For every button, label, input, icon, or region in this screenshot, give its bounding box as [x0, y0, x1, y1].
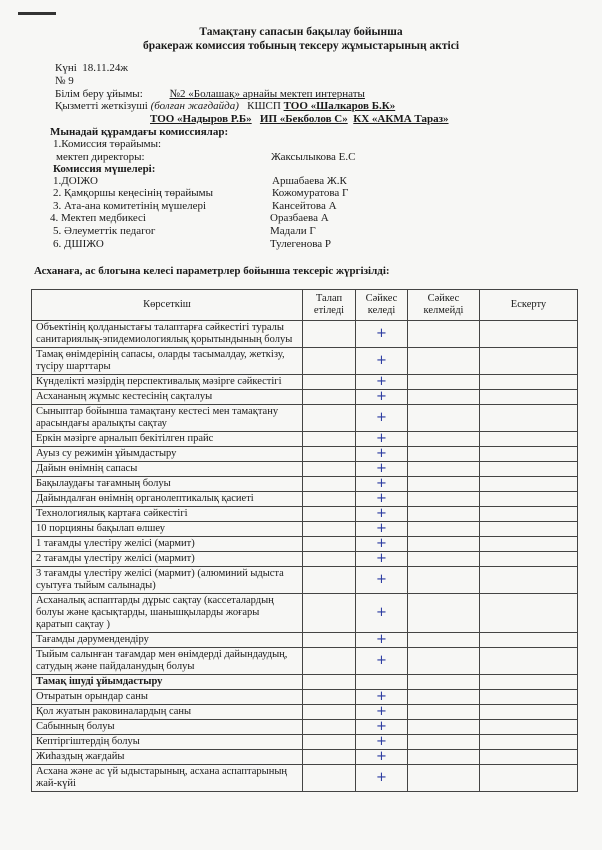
header-required: Талап етіледі [303, 290, 356, 321]
compliant-cell [356, 477, 408, 492]
compliant-cell [356, 735, 408, 750]
member-name: Мадали Г [270, 225, 316, 237]
noncompliant-cell [408, 705, 480, 720]
required-cell [303, 390, 356, 405]
compliant-cell [356, 705, 408, 720]
required-cell [303, 321, 356, 348]
table-row [32, 447, 578, 462]
check-mark: + [376, 506, 387, 521]
indicator-cell: Кептіргіштердің болуы [32, 735, 303, 750]
required-cell [303, 765, 356, 792]
indicator-cell: Отыратын орындар саны [32, 690, 303, 705]
date-label: Күні [55, 62, 77, 74]
required-cell [303, 432, 356, 447]
table-header-row [32, 290, 578, 321]
note-cell [480, 633, 578, 648]
check-mark: + [376, 749, 387, 764]
noncompliant-cell [408, 690, 480, 705]
supplier-line2 [150, 113, 449, 125]
table-row [32, 432, 578, 447]
required-cell [303, 375, 356, 390]
table-row [32, 507, 578, 522]
required-cell [303, 537, 356, 552]
noncompliant-cell [408, 447, 480, 462]
check-mark: + [376, 326, 387, 341]
noncompliant-cell [408, 735, 480, 750]
member-name: Кожомуратова Г [272, 187, 349, 199]
noncompliant-cell [408, 720, 480, 735]
note-cell [480, 648, 578, 675]
noncompliant-cell [408, 648, 480, 675]
chair-heading: 1.Комиссия төрайымы: [53, 138, 162, 150]
check-mark: + [376, 734, 387, 749]
indicator-cell: Күнделікті мәзірдің перспективалық мәзірге сәйкестігі [32, 375, 303, 390]
member-role: 1.ДОІЖО [53, 175, 98, 187]
table-row [32, 720, 578, 735]
check-mark: + [376, 572, 387, 587]
org-value: №2 «Болашақ» арнайы мектеп интернаты [169, 88, 365, 100]
note-cell [480, 720, 578, 735]
compliant-cell [356, 405, 408, 432]
indicator-cell: Технологиялық картаға сәйкестігі [32, 507, 303, 522]
note-cell [480, 447, 578, 462]
required-cell [303, 462, 356, 477]
note-cell [480, 537, 578, 552]
note-cell [480, 507, 578, 522]
check-mark: + [376, 605, 387, 620]
compliant-cell [356, 648, 408, 675]
indicator-cell: Тыйым салынған тағамдар мен өнімдерді дайындаудың, сатудың және пайдаланудың болуы [32, 648, 303, 675]
table-row [32, 765, 578, 792]
noncompliant-cell [408, 552, 480, 567]
note-cell [480, 405, 578, 432]
required-cell [303, 405, 356, 432]
indicator-cell: Тамақ өнімдерінің сапасы, оларды тасымалдау, жеткізу, түсіру шарттары [32, 348, 303, 375]
chair-role: мектеп директоры: [56, 151, 145, 163]
table-row [32, 390, 578, 405]
indicator-cell: Еркін мәзірге арналып бекітілген прайс [32, 432, 303, 447]
chair-name: Жаксылыкова Е.С [271, 151, 356, 163]
note-cell [480, 432, 578, 447]
noncompliant-cell [408, 432, 480, 447]
indicator-cell: Сабынның болуы [32, 720, 303, 735]
member-role: 6. ДШІЖО [53, 238, 104, 250]
compliant-cell [356, 552, 408, 567]
required-cell [303, 567, 356, 594]
noncompliant-cell [408, 675, 480, 690]
required-cell [303, 690, 356, 705]
document-title-line2: бракераж комиссия тобының тексеру жұмыстарының актісі [142, 40, 460, 52]
check-mark: + [376, 536, 387, 551]
indicator-cell: 1 тағамды үлестіру желісі (мармит) [32, 537, 303, 552]
required-cell [303, 750, 356, 765]
note-cell [480, 735, 578, 750]
indicator-cell: Асхана және ас үй ыдыстарының, асхана аспаптарының жай-күйі [32, 765, 303, 792]
inspection-intro: Асханаға, ас блогына келесі параметрлер бойынша тексеріс жүргізілді: [34, 265, 390, 277]
compliant-cell [356, 348, 408, 375]
table-row [32, 594, 578, 633]
compliant-cell [356, 375, 408, 390]
date-line [55, 62, 128, 74]
member-role: 3. Ата-ана комитетінің мүшелері [53, 200, 207, 212]
compliant-cell [356, 690, 408, 705]
table-row [32, 648, 578, 675]
compliant-cell [356, 447, 408, 462]
indicator-cell: 3 тағамды үлестіру желісі (мармит) (алюминий ыдыста суытуға тыйым салынады) [32, 567, 303, 594]
member-name: Тулегенова Р [270, 238, 331, 250]
indicator-cell: Асхананың жұмыс кестесінің сақталуы [32, 390, 303, 405]
supplier-note: (болған жағдайда) [150, 100, 239, 112]
noncompliant-cell [408, 390, 480, 405]
indicator-cell: Тамақ ішуді ұйымдастыру [32, 675, 303, 690]
required-cell [303, 522, 356, 537]
section-row [32, 675, 578, 690]
compliant-cell [356, 750, 408, 765]
noncompliant-cell [408, 750, 480, 765]
compliant-cell [356, 390, 408, 405]
compliant-cell [356, 567, 408, 594]
header-compliant: Сәйкес келеді [356, 290, 408, 321]
supplier-4: КХ «АКМА Тараз» [353, 113, 449, 125]
compliant-cell [356, 507, 408, 522]
supplier-1: ТОО «Шалкаров Б.К» [283, 100, 396, 112]
check-mark: + [376, 632, 387, 647]
indicator-cell: Сыныптар бойынша тамақтану кестесі мен тамақтану арасындағы аралықты сақтау [32, 405, 303, 432]
noncompliant-cell [408, 375, 480, 390]
check-mark: + [376, 653, 387, 668]
check-mark: + [376, 521, 387, 536]
table-row [32, 690, 578, 705]
table-row [32, 405, 578, 432]
indicator-cell: Объектінің қолданыстағы талаптарға сәйкестігі туралы санитариялық-эпидемиологиялық қорытындының болуы [32, 321, 303, 348]
indicator-cell: Дайындалған өнімнің органолептикалық қасиеті [32, 492, 303, 507]
note-cell [480, 321, 578, 348]
header-noncompliant: Сәйкес келмейді [408, 290, 480, 321]
required-cell [303, 705, 356, 720]
required-cell [303, 633, 356, 648]
indicator-cell: Дайын өнімнің сапасы [32, 462, 303, 477]
date-value: 18.11.24ж [82, 62, 128, 74]
check-mark: + [376, 476, 387, 491]
required-cell [303, 675, 356, 690]
noncompliant-cell [408, 765, 480, 792]
required-cell [303, 648, 356, 675]
check-mark: + [376, 719, 387, 734]
noncompliant-cell [408, 633, 480, 648]
table-row [32, 633, 578, 648]
required-cell [303, 348, 356, 375]
supplier-prefix: КШСП [247, 100, 281, 112]
supplier-2: ТОО «Надыров Р.Б» [150, 113, 252, 125]
compliant-cell [356, 321, 408, 348]
check-mark: + [376, 770, 387, 785]
act-number: № 9 [55, 75, 74, 87]
indicator-cell: Тағамды дәрумендендіру [32, 633, 303, 648]
note-cell [480, 705, 578, 720]
indicator-cell: 2 тағамды үлестіру желісі (мармит) [32, 552, 303, 567]
indicator-cell: 10 порцияны бақылап өлшеу [32, 522, 303, 537]
required-cell [303, 735, 356, 750]
compliant-cell [356, 675, 408, 690]
note-cell [480, 522, 578, 537]
header-indicator: Көрсеткіш [32, 290, 303, 321]
table-row [32, 552, 578, 567]
noncompliant-cell [408, 522, 480, 537]
note-cell [480, 492, 578, 507]
check-mark: + [376, 374, 387, 389]
compliant-cell [356, 537, 408, 552]
indicator-cell: Жиһаздың жағдайы [32, 750, 303, 765]
check-mark: + [376, 389, 387, 404]
note-cell [480, 348, 578, 375]
check-mark: + [376, 461, 387, 476]
inspection-table [31, 289, 578, 792]
indicator-cell: Ауыз су режимін ұйымдастыру [32, 447, 303, 462]
org-line [55, 88, 365, 100]
table-row [32, 348, 578, 375]
commission-heading: Мынадай құрамдағы комиссиялар: [50, 126, 229, 138]
table-row [32, 492, 578, 507]
compliant-cell [356, 462, 408, 477]
member-name: Оразбаева А [270, 212, 329, 224]
noncompliant-cell [408, 492, 480, 507]
compliant-cell [356, 720, 408, 735]
noncompliant-cell [408, 477, 480, 492]
table-row [32, 537, 578, 552]
noncompliant-cell [408, 348, 480, 375]
compliant-cell [356, 765, 408, 792]
compliant-cell [356, 633, 408, 648]
required-cell [303, 552, 356, 567]
note-cell [480, 477, 578, 492]
note-cell [480, 765, 578, 792]
note-cell [480, 552, 578, 567]
note-cell [480, 594, 578, 633]
top-edge-mark [18, 12, 56, 15]
indicator-cell: Қол жуатын раковиналардың саны [32, 705, 303, 720]
noncompliant-cell [408, 567, 480, 594]
member-name: Кансейтова А [272, 200, 337, 212]
supplier-label: Қызметті жеткізуші [55, 100, 148, 112]
table-row [32, 735, 578, 750]
table-row [32, 522, 578, 537]
required-cell [303, 507, 356, 522]
supplier-3: ИП «Бекболов С» [259, 113, 348, 125]
members-heading: Комиссия мүшелері: [53, 163, 156, 175]
compliant-cell [356, 594, 408, 633]
check-mark: + [376, 410, 387, 425]
check-mark: + [376, 704, 387, 719]
compliant-cell [356, 522, 408, 537]
document-title-line1: Тамақтану сапасын бақылау бойынша [199, 26, 403, 38]
check-mark: + [376, 446, 387, 461]
org-label: Білім беру ұйымы: [55, 88, 143, 100]
table-row [32, 750, 578, 765]
header-note: Ескерту [480, 290, 578, 321]
note-cell [480, 375, 578, 390]
noncompliant-cell [408, 462, 480, 477]
table-row [32, 477, 578, 492]
required-cell [303, 492, 356, 507]
compliant-cell [356, 492, 408, 507]
compliant-cell [356, 432, 408, 447]
noncompliant-cell [408, 405, 480, 432]
check-mark: + [376, 551, 387, 566]
note-cell [480, 390, 578, 405]
note-cell [480, 690, 578, 705]
indicator-cell: Асханалық аспаптарды дұрыс сақтау (кассеталардың болуы және қасықтарды, шанышқыларды жоғары қаратып сақтау ) [32, 594, 303, 633]
required-cell [303, 720, 356, 735]
noncompliant-cell [408, 321, 480, 348]
member-name: Аршабаева Ж.К [272, 175, 347, 187]
noncompliant-cell [408, 507, 480, 522]
table-row [32, 462, 578, 477]
check-mark: + [376, 491, 387, 506]
indicator-cell: Бақылаудағы тағамның болуы [32, 477, 303, 492]
required-cell [303, 447, 356, 462]
member-role: 4. Мектеп медбикесі [50, 212, 146, 224]
note-cell [480, 675, 578, 690]
member-role: 5. Әлеуметтік педагог [53, 225, 156, 237]
supplier-line [55, 100, 395, 112]
table-row [32, 375, 578, 390]
table-row [32, 567, 578, 594]
table-row [32, 321, 578, 348]
note-cell [480, 750, 578, 765]
check-mark: + [376, 353, 387, 368]
noncompliant-cell [408, 537, 480, 552]
check-mark: + [376, 689, 387, 704]
required-cell [303, 594, 356, 633]
required-cell [303, 477, 356, 492]
note-cell [480, 567, 578, 594]
note-cell [480, 462, 578, 477]
noncompliant-cell [408, 594, 480, 633]
check-mark: + [376, 431, 387, 446]
member-role: 2. Қамқоршы кеңесінің төрайымы [53, 187, 213, 199]
table-row [32, 705, 578, 720]
